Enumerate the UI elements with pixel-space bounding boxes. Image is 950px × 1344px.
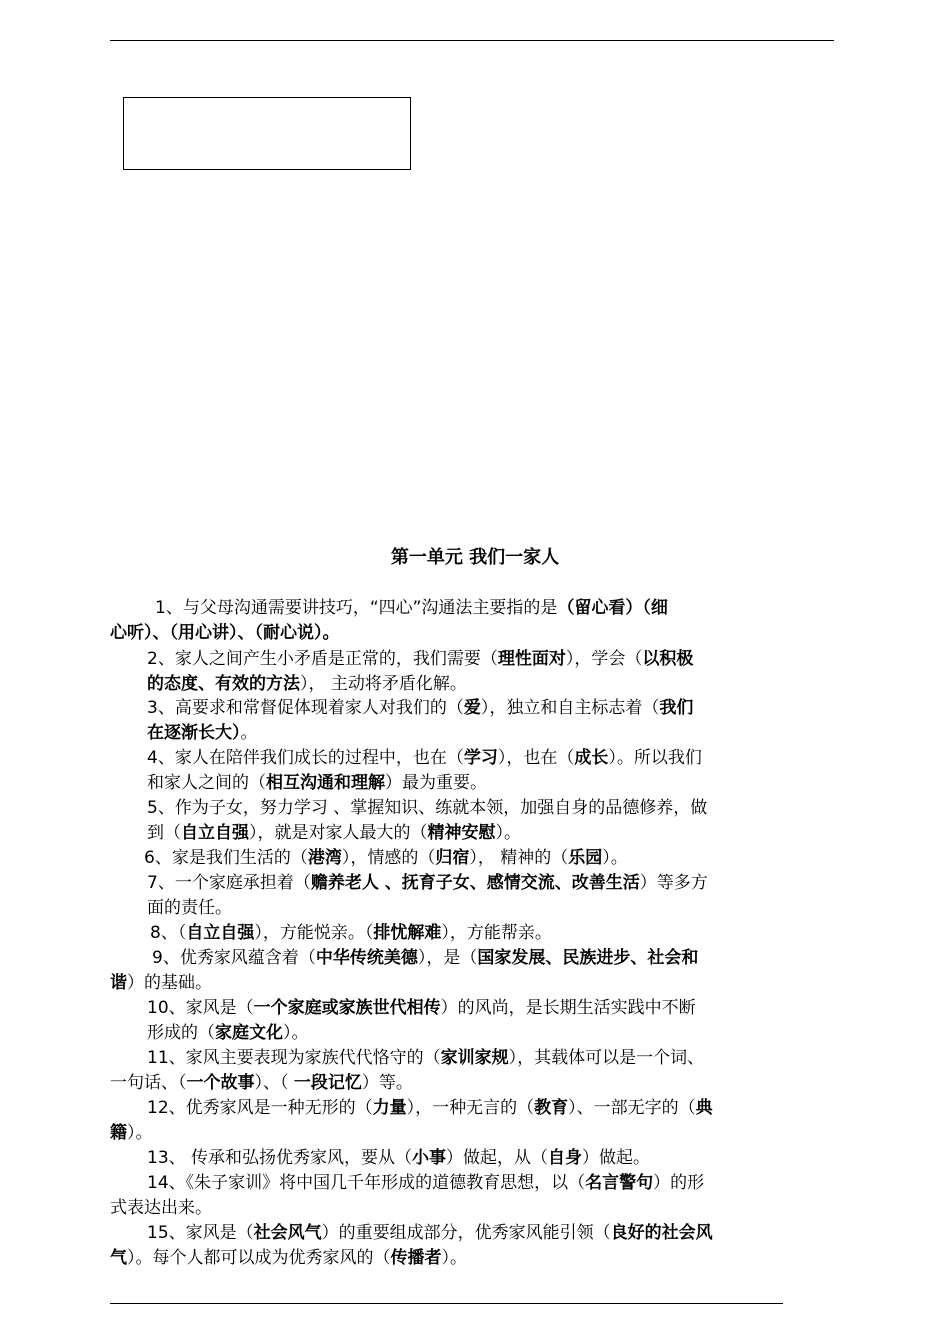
question-12-line-1 bbox=[147, 1096, 713, 1121]
question-text: 形成的（ bbox=[147, 1023, 215, 1043]
question-text: ）、（ bbox=[254, 1073, 294, 1093]
answer-text: （留心看）（细 bbox=[557, 598, 668, 618]
answer-text: 港湾 bbox=[307, 848, 342, 868]
answer-text: 名言警句 bbox=[585, 1173, 654, 1193]
question-text: ）做起，从（ bbox=[446, 1148, 549, 1168]
question-2-line-1 bbox=[147, 647, 693, 672]
answer-text: 爱 bbox=[463, 698, 481, 718]
question-text: ）。所以我们 bbox=[608, 748, 702, 768]
question-text: ），情感的（ bbox=[341, 848, 436, 868]
answer-text: 成长 bbox=[574, 748, 609, 768]
question-3-line-1 bbox=[147, 696, 693, 721]
answer-text: 以积极 bbox=[642, 649, 694, 669]
question-text: 式表达出来。 bbox=[110, 1198, 212, 1218]
answer-text: 理性面对 bbox=[497, 649, 566, 669]
question-text: ），也在（ bbox=[497, 748, 575, 768]
question-14-line-2 bbox=[110, 1196, 212, 1221]
answer-text: 自立自强 bbox=[186, 923, 255, 943]
question-text: 一句话、（ bbox=[110, 1073, 187, 1093]
question-5-line-1 bbox=[147, 796, 707, 821]
question-text: 9、优秀家风蕴含着（ bbox=[152, 948, 316, 968]
answer-text: 学习 bbox=[463, 748, 498, 768]
question-15-line-1 bbox=[147, 1221, 713, 1246]
question-10-line-1 bbox=[147, 996, 696, 1021]
question-1-line-1 bbox=[155, 596, 668, 621]
question-4-line-1 bbox=[147, 746, 702, 771]
answer-text: 一个故事 bbox=[186, 1073, 255, 1093]
question-text: 14、《朱子家训》将中国几千年形成的道德教育思想，以（ bbox=[147, 1173, 586, 1193]
question-5-line-2 bbox=[147, 821, 521, 846]
question-text: ）、一部无字的（ bbox=[568, 1098, 696, 1118]
question-text: ），独立和自主标志着（ bbox=[480, 698, 660, 718]
answer-text: 中华传统美德 bbox=[315, 948, 418, 968]
question-text: 10、家风是（ bbox=[147, 998, 254, 1018]
answer-text: 相互沟通和理解 bbox=[266, 773, 385, 793]
question-text: 12、优秀家风是一种无形的（ bbox=[147, 1098, 373, 1118]
question-text: 4、家人在陪伴我们成长的过程中，也在（ bbox=[147, 748, 464, 768]
answer-text: 典 bbox=[695, 1098, 713, 1118]
answer-text: 一个家庭或家族世代相传 bbox=[253, 998, 441, 1018]
question-text: 1、与父母沟通需要讲技巧，“四心”沟通法主要指的是 bbox=[155, 598, 558, 618]
answer-text: 传播者 bbox=[390, 1248, 442, 1268]
answer-text: 心听）、（用心讲）、（耐心说）。 bbox=[110, 623, 340, 643]
question-text: ）做起。 bbox=[582, 1148, 651, 1168]
question-text: ），方能帮亲。 bbox=[441, 923, 552, 943]
question-4-line-2 bbox=[147, 771, 487, 796]
answer-text: 归宿 bbox=[435, 848, 470, 868]
question-15-line-2 bbox=[110, 1246, 467, 1271]
question-text: 13、 传承和弘扬优秀家风，要从（ bbox=[147, 1148, 413, 1168]
question-text: 11、家风主要表现为家族代代恪守的（ bbox=[147, 1048, 441, 1068]
question-text: ）等多方 bbox=[639, 873, 708, 893]
answer-text: 教育 bbox=[534, 1098, 569, 1118]
question-text: 8、（ bbox=[150, 923, 187, 943]
answer-text: 良好的社会风 bbox=[610, 1223, 713, 1243]
answer-text: 在逐渐长大） bbox=[147, 723, 241, 743]
blank-box bbox=[123, 97, 411, 170]
answer-text: 赡养老人 、抚育子女、感情交流、改善生活 bbox=[310, 873, 640, 893]
question-text: 2、家人之间产生小矛盾是正常的，我们需要（ bbox=[147, 649, 498, 669]
question-text: ），其载体可以是一个词、 bbox=[508, 1048, 705, 1068]
page-title: 第一单元 我们一家人 bbox=[390, 547, 560, 568]
question-text: ）最为重要。 bbox=[385, 773, 487, 793]
question-text: 7、一个家庭承担着（ bbox=[147, 873, 311, 893]
question-text: ），一种无言的（ bbox=[406, 1098, 535, 1118]
question-text: ）等。 bbox=[361, 1073, 413, 1093]
answer-text: 社会风气 bbox=[253, 1223, 322, 1243]
question-7-line-2 bbox=[147, 896, 232, 921]
question-text: ）的基础。 bbox=[127, 973, 212, 993]
answer-text: 谐 bbox=[110, 973, 127, 993]
question-9-line-2 bbox=[110, 971, 212, 996]
question-text: ）。每个人都可以成为优秀家风的（ bbox=[127, 1248, 391, 1268]
question-11-line-2 bbox=[110, 1071, 413, 1096]
answer-text: 乐园 bbox=[568, 848, 603, 868]
answer-text: 国家发展、民族进步、社会和 bbox=[477, 948, 699, 968]
question-text: ）。 bbox=[127, 1123, 153, 1143]
answer-text: 的态度、有效的方法 bbox=[147, 674, 300, 694]
question-text: ）的风尚，是长期生活实践中不断 bbox=[440, 998, 696, 1018]
question-text: ）， 精神的（ bbox=[469, 848, 569, 868]
answer-text: 自身 bbox=[548, 1148, 583, 1168]
question-14-line-1 bbox=[147, 1171, 704, 1196]
question-10-line-2 bbox=[147, 1021, 309, 1046]
question-text: ），是（ bbox=[417, 948, 478, 968]
question-text: 。 bbox=[240, 723, 258, 743]
question-text: ）的形 bbox=[653, 1173, 705, 1193]
question-text: ）的重要组成部分，优秀家风能引领（ bbox=[321, 1223, 611, 1243]
question-text: ）。 bbox=[441, 1248, 467, 1268]
question-text: 6、家是我们生活的（ bbox=[144, 848, 308, 868]
header-rule bbox=[110, 40, 834, 41]
answer-text: 家训家规 bbox=[440, 1048, 509, 1068]
question-2-line-2 bbox=[147, 672, 467, 697]
question-text: ）。 bbox=[602, 848, 628, 868]
question-text: ）。 bbox=[495, 823, 521, 843]
answer-text: 排忧解难 bbox=[373, 923, 442, 943]
answer-text: 自立自强 bbox=[181, 823, 249, 843]
question-text: ），方能悦亲。（ bbox=[254, 923, 374, 943]
answer-text: 精神安慰 bbox=[427, 823, 496, 843]
question-1-line-2 bbox=[110, 621, 340, 646]
question-8-line-1 bbox=[150, 921, 552, 946]
answer-text: 籍 bbox=[110, 1123, 127, 1143]
footer-rule bbox=[110, 1303, 783, 1304]
question-text: ）， 主动将矛盾化解。 bbox=[300, 674, 467, 694]
question-text: 5、作为子女，努力学习 、掌握知识、练就本领，加强自身的品德修养，做 bbox=[147, 798, 708, 818]
answer-text: 家庭文化 bbox=[215, 1023, 283, 1043]
answer-text: 力量 bbox=[372, 1098, 407, 1118]
question-13-line-1 bbox=[147, 1146, 650, 1171]
question-text: ），学会（ bbox=[565, 649, 643, 669]
question-7-line-1 bbox=[147, 871, 708, 896]
question-11-line-1 bbox=[147, 1046, 704, 1071]
question-text: ）。 bbox=[283, 1023, 309, 1043]
question-text: 到（ bbox=[147, 823, 181, 843]
question-text: ），就是对家人最大的（ bbox=[249, 823, 428, 843]
question-text: 3、高要求和常督促体现着家人对我们的（ bbox=[147, 698, 464, 718]
answer-text: 一段记忆 bbox=[293, 1073, 362, 1093]
answer-text: 小事 bbox=[412, 1148, 447, 1168]
question-9-line-1 bbox=[152, 946, 698, 971]
question-text: 面的责任。 bbox=[147, 898, 232, 918]
answer-text: 气 bbox=[110, 1248, 127, 1268]
question-3-line-2 bbox=[147, 721, 258, 746]
question-text: 15、家风是（ bbox=[147, 1223, 254, 1243]
question-6-line-1 bbox=[144, 846, 628, 871]
question-12-line-2 bbox=[110, 1121, 153, 1146]
question-text: 和家人之间的（ bbox=[147, 773, 266, 793]
answer-text: 我们 bbox=[659, 698, 694, 718]
